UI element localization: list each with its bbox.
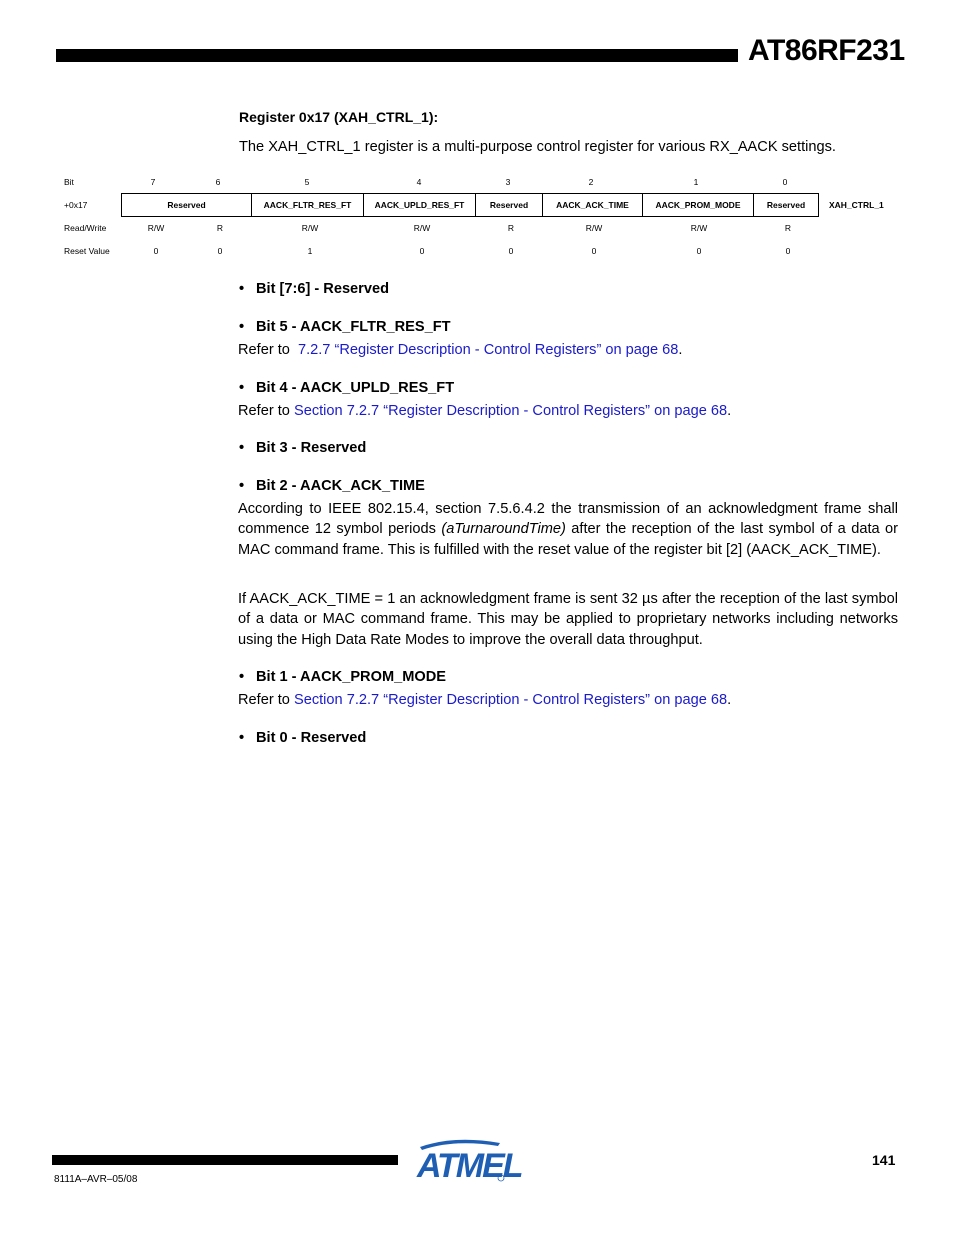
bullet: • — [239, 281, 245, 297]
bit-4-description — [238, 401, 898, 421]
field-reserved-3: Reserved — [489, 200, 529, 210]
field-aack-ack-time: AACK_ACK_TIME — [556, 200, 629, 210]
register-field-box — [121, 193, 819, 217]
bit-3-heading — [239, 440, 366, 456]
period: . — [678, 342, 683, 358]
bit-5-description — [238, 340, 898, 360]
page-number: 141 — [872, 1152, 896, 1168]
bullet: • — [239, 669, 245, 685]
access-value: R/W — [585, 223, 603, 233]
access-value: R/W — [690, 223, 708, 233]
bullet: • — [239, 380, 245, 396]
reset-value: 1 — [307, 246, 313, 256]
field-aack-fltr-res-ft: AACK_FLTR_RES_FT — [263, 200, 352, 210]
refer-text: Refer to — [238, 403, 294, 419]
field-aack-prom-mode: AACK_PROM_MODE — [655, 200, 741, 210]
bit-number: 4 — [416, 177, 422, 187]
refer-text: Refer to — [238, 692, 294, 708]
bit-1-heading — [239, 669, 446, 685]
bit-5-heading — [239, 319, 451, 335]
reset-value: 0 — [785, 246, 791, 256]
bit-title: Bit 1 - AACK_PROM_MODE — [256, 669, 447, 685]
bit-number: 0 — [782, 177, 788, 187]
register-name: XAH_CTRL_1 — [829, 200, 884, 210]
intro-paragraph: The XAH_CTRL_1 register is a multi-purpose control register for various RX_AACK settings. — [239, 139, 836, 155]
bullet: • — [239, 478, 245, 494]
document-code: 8111A–AVR–05/08 — [54, 1174, 138, 1185]
bit-number: 5 — [304, 177, 310, 187]
access-value: R/W — [147, 223, 165, 233]
reset-value: 0 — [508, 246, 514, 256]
reset-value: 0 — [591, 246, 597, 256]
reset-value: 0 — [696, 246, 702, 256]
atmel-logo-icon — [414, 1137, 522, 1185]
bit-1-description — [238, 690, 898, 710]
bullet: • — [239, 730, 245, 746]
bit-title: Bit 2 - AACK_ACK_TIME — [256, 478, 425, 494]
field-reserved-0: Reserved — [766, 200, 806, 210]
bit-number: 1 — [693, 177, 699, 187]
document-title: AT86RF231 — [748, 34, 905, 67]
read-write-label: Read/Write — [64, 223, 107, 233]
reset-value: 0 — [217, 246, 223, 256]
header-bar — [56, 49, 738, 62]
paragraph-text: after the reception of the last symbol of a data or MAC command frame. This is fulfilled with the reset value of the register bit [2] (AACK_ACK_TIME). — [238, 521, 899, 558]
section-link[interactable]: 7.2.7 “Register Description - Control Registers” on page 68 — [297, 342, 679, 358]
access-value: R — [784, 223, 792, 233]
footer-bar — [52, 1155, 398, 1165]
bullet: • — [239, 440, 245, 456]
bit-title: Bit [7:6] - Reserved — [256, 281, 390, 297]
bit-number: 3 — [505, 177, 511, 187]
reset-value: 0 — [153, 246, 159, 256]
section-link[interactable]: Section 7.2.7 “Register Description - Control Registers” on page 68 — [293, 403, 728, 419]
reset-value: 0 — [419, 246, 425, 256]
bit-2-heading — [239, 478, 425, 494]
section-link[interactable]: Section 7.2.7 “Register Description - Control Registers” on page 68 — [293, 692, 728, 708]
bit-title: Bit 3 - Reserved — [256, 440, 367, 456]
bit-2-paragraph-1 — [238, 499, 898, 560]
bit-number: 6 — [215, 177, 221, 187]
bullet: • — [239, 319, 245, 335]
refer-text: Refer to — [238, 342, 294, 358]
bit-title: Bit 0 - Reserved — [256, 730, 367, 746]
bit-7-6-heading — [239, 281, 389, 297]
bit-2-paragraph-2: If AACK_ACK_TIME = 1 an acknowledgment frame is sent 32 µs after the reception of the last symbol of a data or MAC command frame. This may be applied to proprietary networks including networks using the High Data Rate Modes to improve the overall data throughput. — [238, 591, 898, 648]
field-reserved-7-6: Reserved — [167, 200, 206, 210]
bit-0-heading — [239, 730, 366, 746]
bit-number: 2 — [588, 177, 594, 187]
period: . — [727, 692, 732, 708]
access-value: R/W — [413, 223, 431, 233]
address-label: +0x17 — [64, 200, 88, 210]
logo-wordmark: ATMEL — [417, 1147, 522, 1185]
period: . — [727, 403, 732, 419]
section-heading: Register 0x17 (XAH_CTRL_1): — [239, 109, 439, 125]
access-value: R/W — [301, 223, 319, 233]
access-value: R — [216, 223, 224, 233]
italic-term: (aTurnaroundTime) — [441, 521, 566, 538]
bit-title: Bit 5 - AACK_FLTR_RES_FT — [256, 319, 451, 335]
field-aack-upld-res-ft: AACK_UPLD_RES_FT — [374, 200, 465, 210]
atmel-logo — [414, 1137, 522, 1188]
bit-number: 7 — [150, 177, 156, 187]
paragraph-text: According to IEEE 802.15.4, section 7.5.6.4.2 the transmission of an acknowledgment frame shall commence 12 symbol periods — [238, 501, 898, 538]
bit-row-label: Bit — [64, 177, 74, 187]
reset-value-label: Reset Value — [64, 246, 110, 256]
bit-title: Bit 4 - AACK_UPLD_RES_FT — [256, 380, 455, 396]
bit-4-heading — [239, 380, 454, 396]
access-value: R — [507, 223, 515, 233]
